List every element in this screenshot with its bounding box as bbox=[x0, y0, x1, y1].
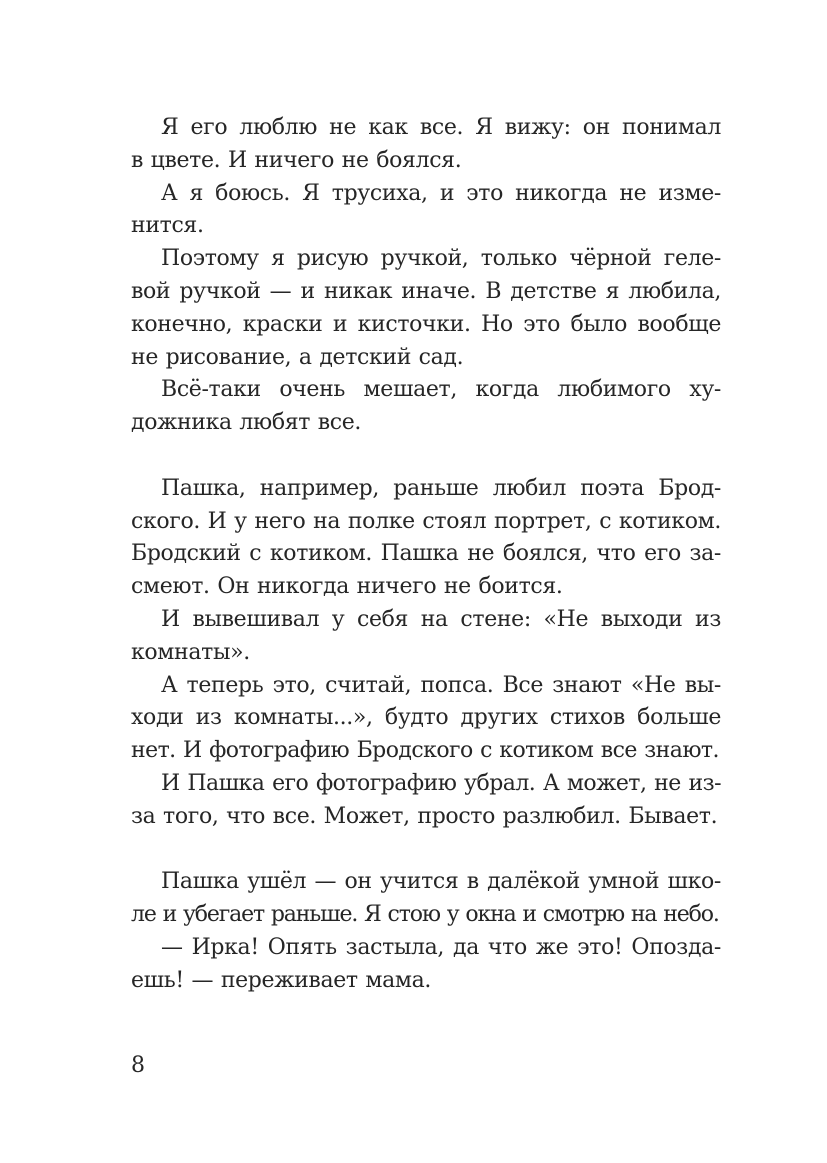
text-line: Пашка, например, раньше любил поэта Брод- bbox=[161, 475, 721, 501]
page-number: 8 bbox=[131, 1053, 145, 1078]
text-line: — Ирка! Опять застыла, да что же это! Опозда- bbox=[161, 934, 721, 960]
text-line: Пашка ушёл — он учится в далёкой умной шко- bbox=[161, 869, 721, 895]
text-line: Я его люблю не как все. Я вижу: он понимал bbox=[161, 115, 721, 140]
text-line: нится. bbox=[131, 213, 204, 239]
text-line: дожника любят все. bbox=[131, 410, 362, 436]
text-line: ле и убегает раньше. Я стою у окна и смотрю на небо. bbox=[131, 902, 719, 928]
text-line: ского. И у него на полке стоял портрет, с котиком. bbox=[131, 508, 721, 534]
text-line: А теперь это, считай, попса. Все знают «Не вы- bbox=[161, 672, 721, 698]
text-line: в цвете. И ничего не боялся. bbox=[131, 147, 462, 173]
text-line: Бродский с котиком. Пашка не боялся, что его за- bbox=[131, 541, 721, 567]
text-line: конечно, краски и кисточки. Но это было вообще bbox=[131, 311, 721, 337]
text-line: не рисование, а детский сад. bbox=[131, 344, 464, 370]
text-line: Поэтому я рисую ручкой, только чёрной геле- bbox=[161, 246, 721, 272]
text-line: И вывешивал у себя на стене: «Не выходи из bbox=[161, 606, 721, 632]
text-line: смеют. Он никогда ничего не боится. bbox=[131, 574, 563, 600]
text-line: нет. И фотографию Бродского с котиком все знают. bbox=[131, 738, 719, 764]
text-line: комнаты». bbox=[131, 639, 250, 665]
body-text bbox=[131, 112, 721, 998]
text-line: за того, что все. Может, просто разлюбил. Бывает. bbox=[131, 803, 718, 829]
section-break bbox=[131, 440, 721, 473]
section-break bbox=[131, 834, 721, 867]
text-line: вой ручкой — и никак иначе. В детстве я любила, bbox=[131, 278, 721, 304]
text-line: ходи из комнаты...», будто других стихов больше bbox=[131, 705, 721, 731]
text-line: ешь! — переживает мама. bbox=[131, 967, 432, 993]
text-line: И Пашка его фотографию убрал. А может, не из- bbox=[161, 770, 721, 796]
text-line: Всё-таки очень мешает, когда любимого ху- bbox=[161, 377, 721, 403]
text-line: А я боюсь. Я трусиха, и это никогда не изме- bbox=[161, 180, 721, 206]
